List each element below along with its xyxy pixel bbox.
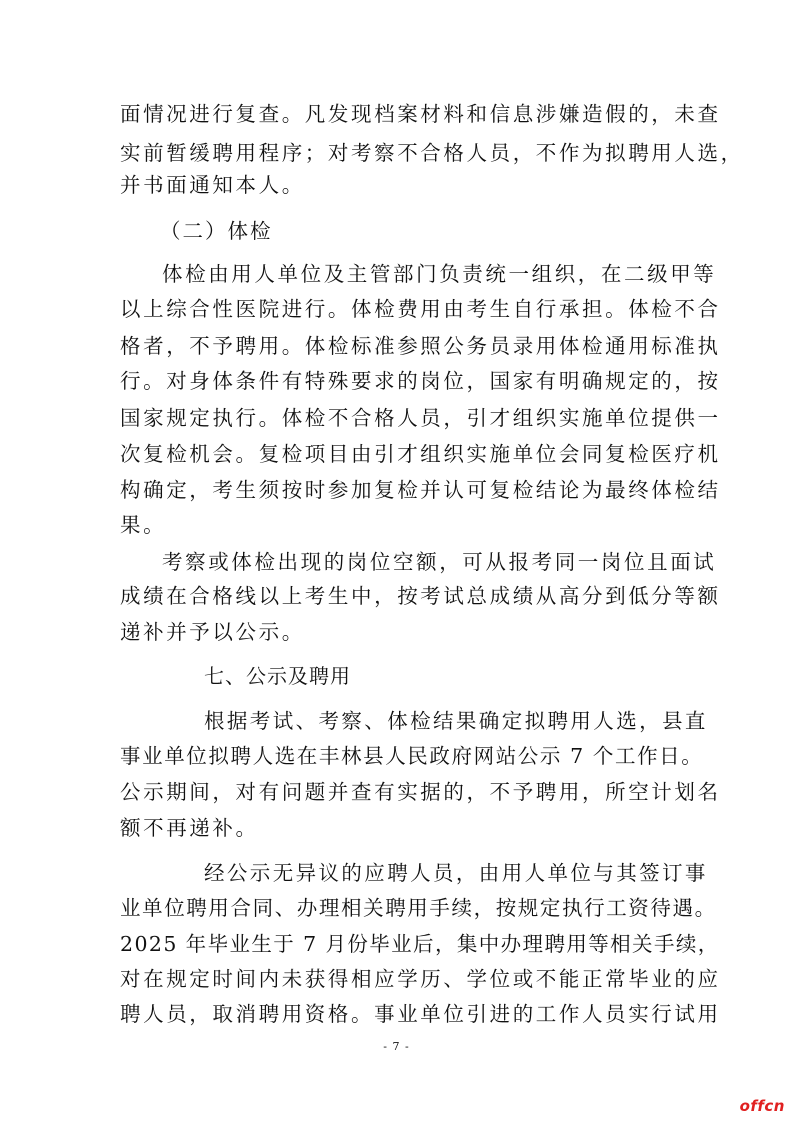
paragraph-line: 并书面通知本人。 — [120, 173, 305, 197]
paragraph-line: 2025 年毕业生于 7 月份毕业后，集中办理聘用等相关手续， — [120, 932, 720, 956]
paragraph-line: 果。 — [120, 513, 167, 537]
section-heading: 七、公示及聘用 — [204, 664, 351, 688]
paragraph-line: 考察或体检出现的岗位空额，可从报考同一岗位且面试 — [162, 550, 717, 574]
paragraph-line: 事业单位拟聘人选在丰林县人民政府网站公示 7 个工作日。 — [120, 744, 704, 768]
page-number: - 7 - — [383, 1040, 410, 1053]
paragraph-line: 额不再递补。 — [120, 816, 259, 840]
paragraph-line: 以上综合性医院进行。体检费用由考生自行承担。体检不合 — [120, 297, 721, 321]
paragraph-line: 构确定，考生须按时参加复检并认可复检结论为最终体检结 — [120, 478, 721, 502]
paragraph-line: 成绩在合格线以上考生中，按考试总成绩从高分到低分等额 — [120, 584, 721, 608]
paragraph-line: 国家规定执行。体检不合格人员，引才组织实施单位提供一 — [120, 406, 721, 430]
paragraph-line: 格者，不予聘用。体检标准参照公务员录用体检通用标准执 — [120, 334, 721, 358]
paragraph-line: 聘人员，取消聘用资格。事业单位引进的工作人员实行试用 — [120, 1002, 721, 1026]
paragraph-line: 次复检机会。复检项目由引才组织实施单位会同复检医疗机 — [120, 442, 721, 466]
paragraph-line: 面情况进行复查。凡发现档案材料和信息涉嫌造假的，未查 — [120, 102, 721, 126]
paragraph-line: 业单位聘用合同、办理相关聘用手续，按规定执行工资待遇。 — [120, 896, 717, 920]
section-heading: （二）体检 — [160, 219, 273, 243]
paragraph-line: 行。对身体条件有特殊要求的岗位，国家有明确规定的，按 — [120, 369, 721, 393]
paragraph-line: 根据考试、考察、体检结果确定拟聘用人选，县直 — [204, 709, 708, 733]
paragraph-line: 经公示无异议的应聘人员，由用人单位与其签订事 — [204, 861, 708, 885]
paragraph-line: 公示期间，对有问题并查有实据的，不予聘用，所空计划名 — [120, 780, 721, 804]
paragraph-line: 递补并予以公示。 — [120, 620, 305, 644]
paragraph-line: 实前暂缓聘用程序；对考察不合格人员，不作为拟聘用人选， — [120, 141, 744, 165]
offcn-watermark-logo: offcn — [739, 1097, 785, 1115]
paragraph-line: 体检由用人单位及主管部门负责统一组织，在二级甲等 — [162, 262, 717, 286]
paragraph-line: 对在规定时间内未获得相应学历、学位或不能正常毕业的应 — [120, 967, 721, 991]
